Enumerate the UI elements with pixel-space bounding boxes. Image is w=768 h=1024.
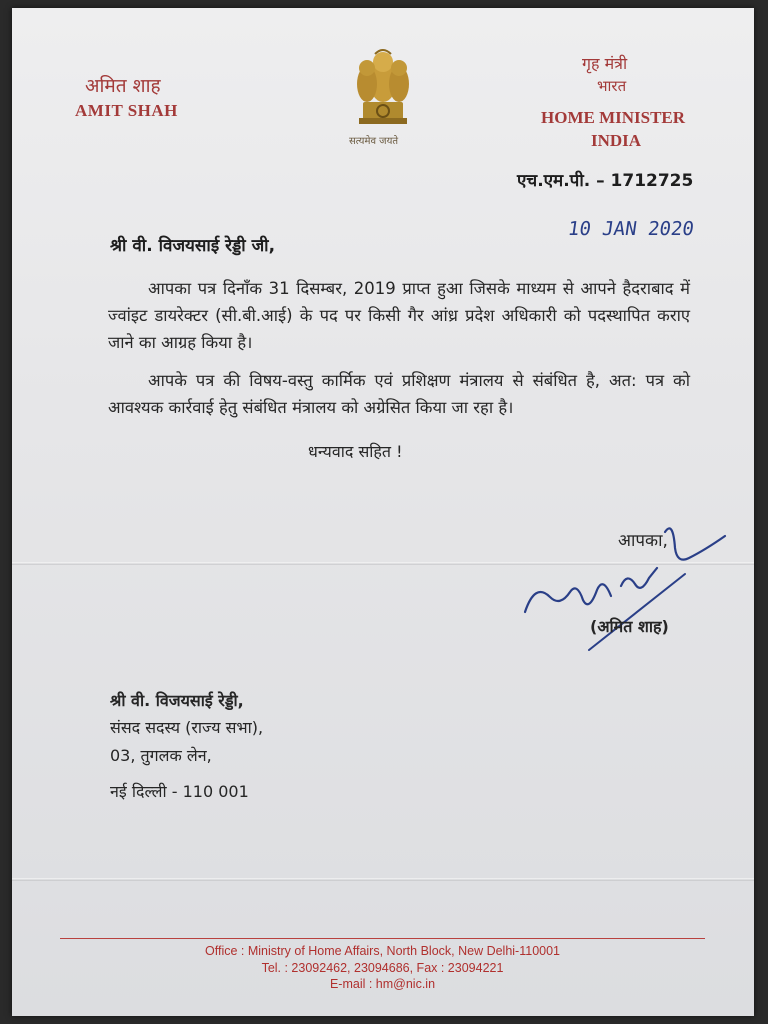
emblem-motto: सत्यमेव जयते	[349, 136, 399, 147]
closing-thanks: धन्यवाद सहित !	[308, 442, 403, 461]
recipient-street: 03, तुगलक लेन,	[110, 746, 212, 765]
title-english-line1: HOME MINISTER	[541, 108, 686, 127]
sender-name-hindi: अमित शाह	[85, 75, 161, 97]
recipient-city: नई दिल्ली - 110 001	[110, 782, 249, 801]
title-hindi-line1: गृह मंत्री	[582, 54, 628, 73]
date-stamp: 10 JAN 2020	[566, 218, 696, 240]
recipient-designation: संसद सदस्य (राज्य सभा),	[110, 718, 264, 737]
footer-phones: Tel. : 23092462, 23094686, Fax : 23094221	[261, 961, 504, 975]
footer-divider	[60, 938, 705, 939]
salutation: श्री वी. विजयसाई रेड्डी जी,	[110, 236, 276, 256]
title-english-line2: INDIA	[591, 131, 642, 150]
recipient-name: श्री वी. विजयसाई रेड्डी,	[110, 691, 244, 710]
sender-name-english: AMIT SHAH	[75, 101, 178, 120]
signoff-yours: आपका,	[618, 531, 668, 551]
reference-number: एच.एम.पी. – 1712725	[517, 171, 694, 191]
national-emblem-icon	[349, 40, 417, 132]
title-hindi-line2: भारत	[597, 77, 627, 95]
footer-email: E-mail : hm@nic.in	[329, 977, 436, 991]
signatory-name: (अमित शाह)	[590, 617, 669, 636]
footer-office: Office : Ministry of Home Affairs, North Block, New Delhi-110001	[205, 944, 560, 958]
body-paragraph-1: आपका पत्र दिनाँक 31 दिसम्बर, 2019 प्राप्त हुआ जिसके माध्यम से आपने हैदराबाद में ज्वांइट डायरेक्टर (सी.बी.आई) के पद पर किसी गैर आंध्र प्रदेश अधिकारी को पदस्थापित कराए जाने का आग्रह किया है।	[108, 279, 690, 352]
paper-fold-line	[12, 878, 754, 881]
body-paragraph-2: आपके पत्र की विषय-वस्तु कार्मिक एवं प्रशिक्षण मंत्रालय से संबंधित है, अत: पत्र को आवश्यक कार्रवाई हेतु संबंधित मंत्रालय को अग्रेसित किया जा रहा है।	[108, 371, 690, 417]
